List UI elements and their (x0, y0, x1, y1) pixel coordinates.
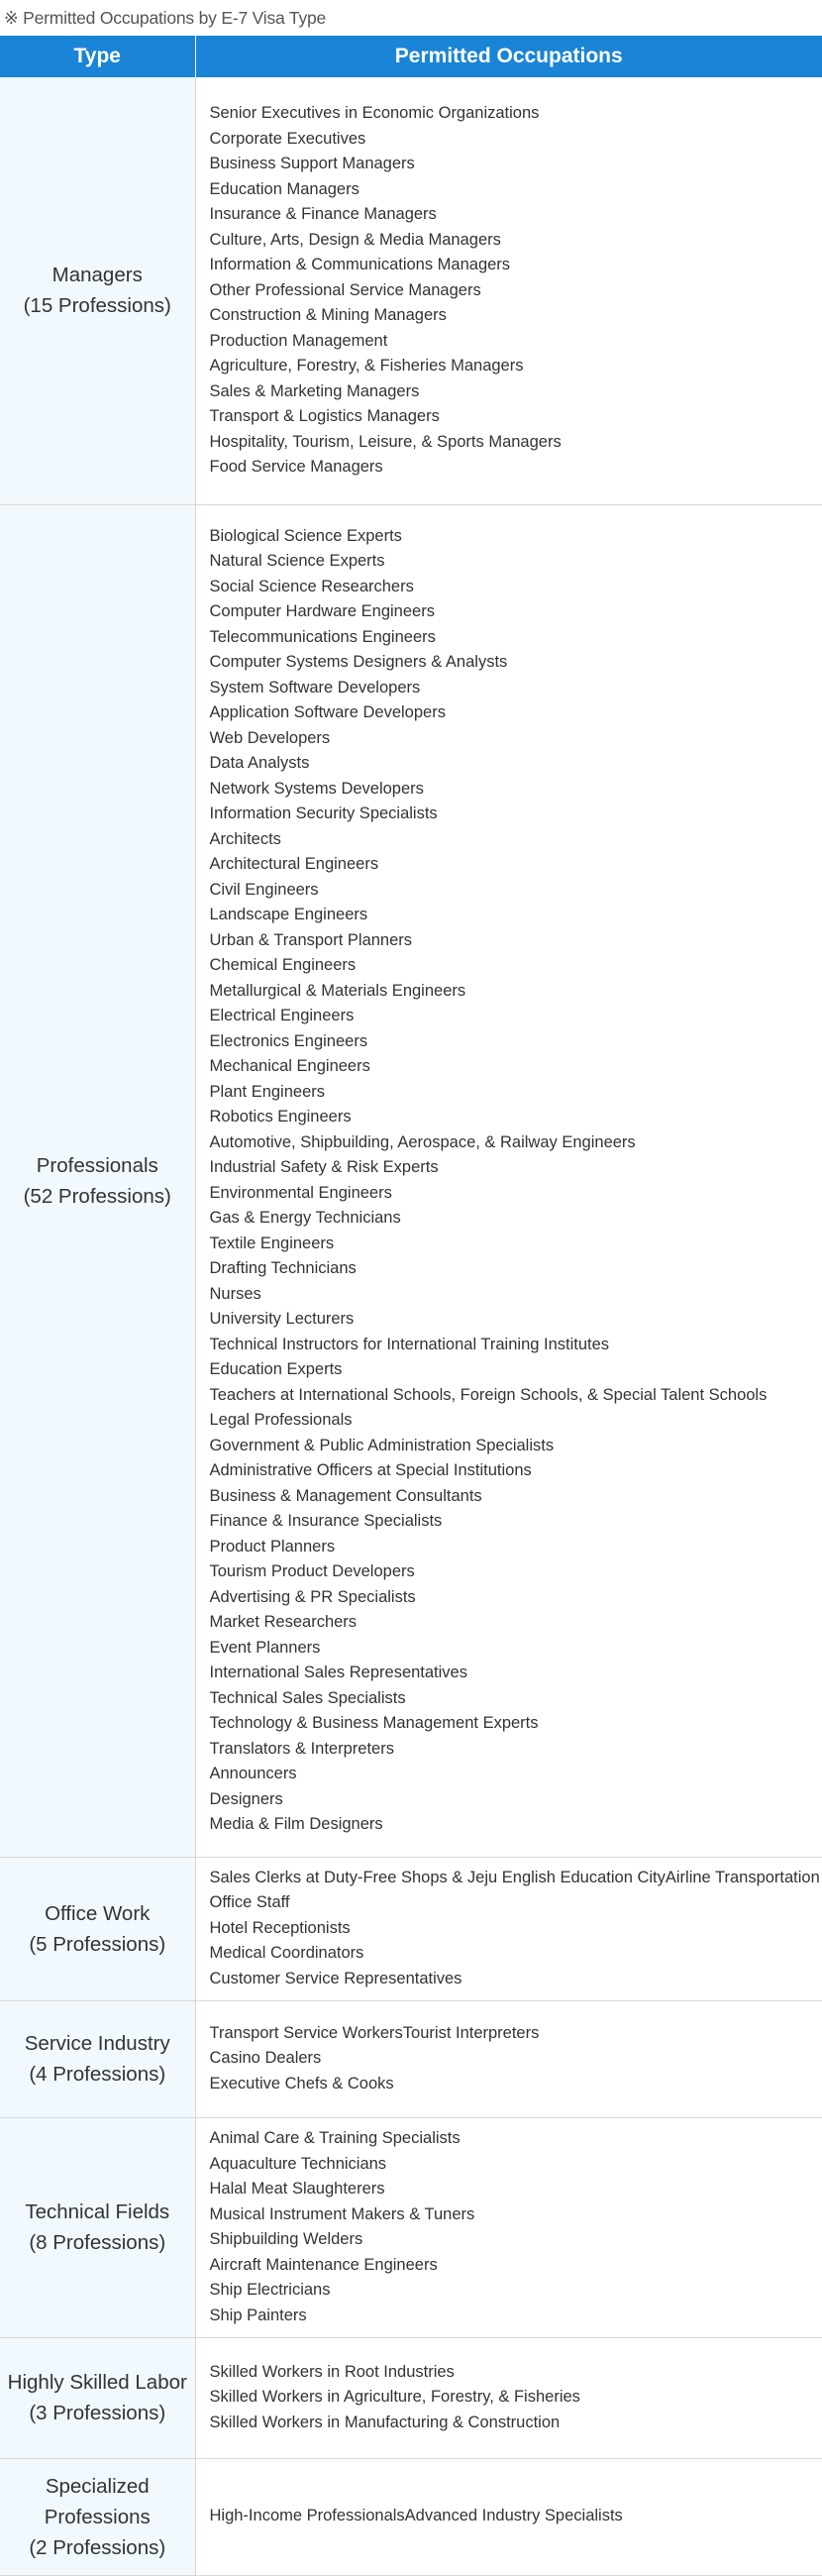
occupation-item: Nurses (209, 1284, 261, 1303)
type-name: Highly Skilled Labor (7, 2371, 187, 2394)
occupations-cell (195, 2458, 822, 2575)
occupation-item: Computer Hardware Engineers (209, 602, 435, 620)
occupation-item: Skilled Workers in Agriculture, Forestry, & Fisheries (209, 2388, 580, 2407)
type-cell (0, 77, 195, 504)
occupation-item: Aquaculture Technicians (209, 2154, 387, 2173)
occupation-item: Government & Public Administration Specialists (209, 1436, 555, 1454)
occupation-item: Product Planners (209, 1537, 336, 1556)
occupation-item: Architectural Engineers (209, 855, 379, 873)
occupation-item: Musical Instrument Makers & Tuners (209, 2204, 475, 2223)
table-row (0, 2000, 822, 2117)
table-header-row (0, 36, 822, 77)
table-row (0, 2337, 822, 2458)
occupation-item: Finance & Insurance Specialists (209, 1512, 443, 1530)
occupation-item: Designers (209, 1789, 283, 1808)
occupation-item: Shipbuilding Welders (209, 2230, 363, 2248)
type-count: (4 Professions) (29, 2063, 166, 2086)
occupation-item: Casino Dealers (209, 2049, 322, 2068)
occupation-item: International Sales Representatives (209, 1664, 467, 1681)
occupation-item: Data Analysts (209, 754, 310, 772)
occupation-item: Transport Service WorkersTourist Interpreters (209, 2023, 540, 2042)
occupation-item: Administrative Officers at Special Institutions (209, 1461, 532, 1479)
occupation-item: Skilled Workers in Root Industries (209, 2362, 455, 2381)
occupation-item: Transport & Logistics Managers (209, 407, 440, 425)
type-name: Professionals (36, 1153, 158, 1177)
table-caption: ※ Permitted Occupations by E-7 Visa Type (4, 8, 327, 28)
occupation-item: Construction & Mining Managers (209, 306, 447, 324)
occupation-item: Technology & Business Management Experts (209, 1714, 539, 1732)
occupation-item: Medical Coordinators (209, 1944, 364, 1963)
occupation-item: Chemical Engineers (209, 956, 357, 974)
occupation-item: Announcers (209, 1765, 297, 1782)
occupation-item: Skilled Workers in Manufacturing & Construction (209, 2413, 561, 2431)
table-row (0, 504, 822, 1857)
occupation-item: Architects (209, 829, 281, 848)
occupation-item: Agriculture, Forestry, & Fisheries Managers (209, 357, 524, 375)
type-cell (0, 2337, 195, 2458)
occupation-item: Executive Chefs & Cooks (209, 2074, 394, 2093)
occupation-item: Information Security Specialists (209, 805, 438, 822)
occupation-item: Event Planners (209, 1638, 321, 1657)
occupation-item: Environmental Engineers (209, 1183, 392, 1202)
type-cell (0, 504, 195, 1857)
occupation-item: Customer Service Representatives (209, 1969, 462, 1987)
occupation-item: Biological Science Experts (209, 526, 402, 545)
type-count: (2 Professions) (29, 2535, 166, 2559)
occupations-cell (195, 504, 822, 1857)
occupation-item: Other Professional Service Managers (209, 280, 481, 299)
occupation-item: Telecommunications Engineers (209, 627, 436, 646)
occupation-item: Drafting Technicians (209, 1259, 357, 1277)
occupation-item: Sales & Marketing Managers (209, 381, 420, 400)
occupation-item: Civil Engineers (209, 880, 319, 899)
type-count: (8 Professions) (29, 2231, 166, 2254)
occupation-item: System Software Developers (209, 678, 421, 697)
type-name: Technical Fields (25, 2200, 170, 2223)
occupation-item: Network Systems Developers (209, 779, 424, 798)
occupation-item: Education Experts (209, 1360, 343, 1378)
occupation-item: Office Staff (209, 1893, 290, 1912)
type-name: Managers (51, 264, 143, 287)
occupation-item: Hotel Receptionists (209, 1918, 351, 1937)
table-row (0, 77, 822, 504)
occupation-item: Advertising & PR Specialists (209, 1587, 416, 1606)
occupation-item: Textile Engineers (209, 1234, 335, 1252)
type-cell (0, 2458, 195, 2575)
type-name: Office Work (45, 1901, 151, 1925)
occupation-item: Insurance & Finance Managers (209, 205, 437, 223)
occupation-item: Tourism Product Developers (209, 1562, 415, 1580)
occupation-item: Legal Professionals (209, 1411, 353, 1429)
occupation-item: Technical Instructors for International Training Institutes (209, 1335, 610, 1353)
type-cell (0, 2117, 195, 2337)
table-row (0, 2117, 822, 2337)
occupation-item: Aircraft Maintenance Engineers (209, 2255, 438, 2274)
occupation-item: Technical Sales Specialists (209, 1688, 406, 1707)
occupation-item: Media & Film Designers (209, 1815, 383, 1833)
occupation-item: Corporate Executives (209, 129, 366, 148)
occupation-item: Social Science Researchers (209, 577, 414, 595)
occupation-item: Mechanical Engineers (209, 1057, 370, 1075)
occupation-item: Culture, Arts, Design & Media Managers (209, 230, 501, 249)
occupation-item: Natural Science Experts (209, 552, 385, 570)
occupation-item: Plant Engineers (209, 1082, 325, 1101)
occupation-item: Senior Executives in Economic Organizations (209, 104, 540, 122)
occupation-item: Sales Clerks at Duty-Free Shops & Jeju English Education CityAirline Transportation (209, 1868, 820, 1886)
occupation-item: Market Researchers (209, 1613, 358, 1631)
occupation-item: Hospitality, Tourism, Leisure, & Sports Managers (209, 432, 562, 451)
type-name: Service Industry (24, 2032, 170, 2055)
occupations-cell (195, 2337, 822, 2458)
type-cell (0, 1857, 195, 2000)
occupation-item: Production Management (209, 331, 388, 350)
occupation-item: Electrical Engineers (209, 1007, 355, 1024)
occupation-item: Halal Meat Slaughterers (209, 2180, 385, 2198)
table-row (0, 2458, 822, 2575)
table-row (0, 1857, 822, 2000)
occupation-item: Teachers at International Schools, Foreign Schools, & Special Talent Schools (209, 1385, 768, 1404)
occupation-item: Urban & Transport Planners (209, 930, 413, 949)
type-count: (3 Professions) (29, 2402, 166, 2424)
occupation-item: Business Support Managers (209, 155, 415, 172)
occupation-item: Robotics Engineers (209, 1108, 352, 1126)
occupation-item: Business & Management Consultants (209, 1486, 482, 1505)
occupation-item: High-Income ProfessionalsAdvanced Industry Specialists (209, 2507, 623, 2525)
e7-occupations-table (0, 36, 822, 2576)
occupation-item: Landscape Engineers (209, 906, 368, 923)
header-occupations: Permitted Occupations (195, 36, 822, 77)
occupation-item: Animal Care & Training Specialists (209, 2129, 461, 2147)
occupation-item: Application Software Developers (209, 703, 446, 721)
occupation-item: Translators & Interpreters (209, 1739, 394, 1758)
occupations-cell (195, 1857, 822, 2000)
occupation-item: Web Developers (209, 728, 331, 747)
occupation-item: Gas & Energy Technicians (209, 1209, 401, 1227)
occupation-item: Ship Electricians (209, 2281, 331, 2299)
occupation-item: Electronics Engineers (209, 1031, 368, 1050)
header-type: Type (0, 36, 195, 77)
type-count: (5 Professions) (29, 1932, 166, 1956)
occupations-cell (195, 2117, 822, 2337)
occupations-cell (195, 2000, 822, 2117)
occupation-item: Food Service Managers (209, 458, 383, 476)
type-count: (52 Professions) (23, 1184, 171, 1208)
occupation-item: Education Managers (209, 179, 360, 198)
occupation-item: Metallurgical & Materials Engineers (209, 981, 466, 1000)
occupation-item: Automotive, Shipbuilding, Aerospace, & Railway Engineers (209, 1132, 636, 1151)
occupation-item: University Lecturers (209, 1310, 355, 1328)
occupation-item: Industrial Safety & Risk Experts (209, 1158, 439, 1176)
type-count: (15 Professions) (23, 294, 171, 318)
type-cell (0, 2000, 195, 2117)
occupation-item: Computer Systems Designers & Analysts (209, 653, 508, 671)
type-name: Specialized Professions (44, 2474, 151, 2528)
occupation-item: Ship Painters (209, 2306, 307, 2324)
occupation-item: Information & Communications Managers (209, 256, 511, 273)
occupations-cell (195, 77, 822, 504)
